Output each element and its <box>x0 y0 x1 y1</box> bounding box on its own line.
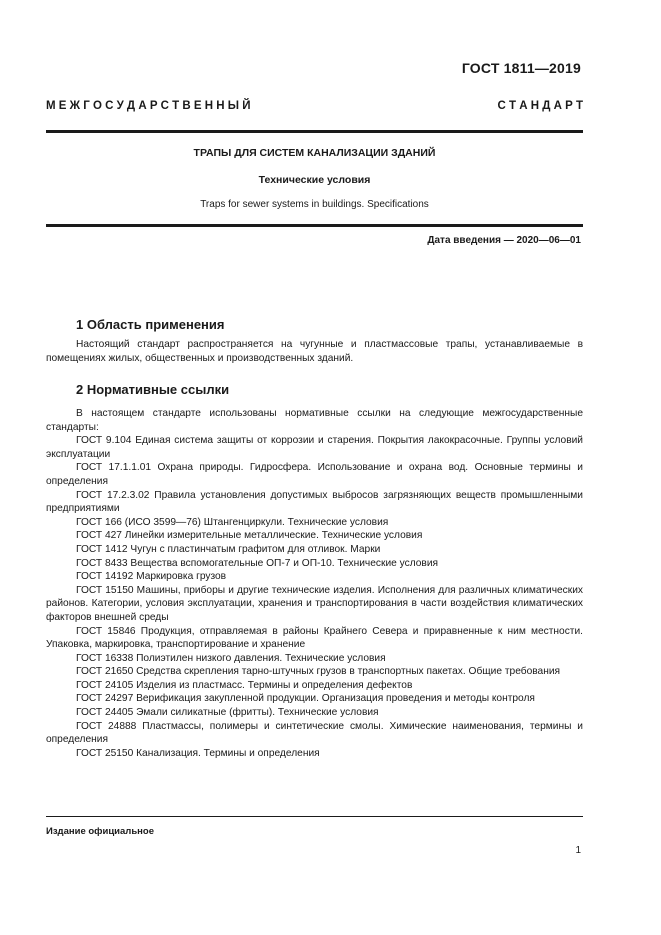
standard-type-word-1: М Е Ж Г О С У Д А Р С Т В Е Н Н Ы Й <box>46 100 251 112</box>
section-1-paragraph: Настоящий стандарт распространяется на чугунные и пластмассовые трапы, устанавливаемые в помещениях жилых, общественных и производственных зданий. <box>46 339 583 364</box>
reference-item: ГОСТ 8433 Вещества вспомогательные ОП-7 и ОП-10. Технические условия <box>76 557 439 569</box>
reference-item: ГОСТ 15846 Продукция, отправляемая в районы Крайнего Севера и приравненные к ним местности. Упаковка, маркировка, транспортирование и хранение <box>46 625 583 651</box>
reference-item: ГОСТ 9.104 Единая система защиты от коррозии и старения. Покрытия лакокрасочные. Группы условий эксплуатации <box>46 435 583 460</box>
page-number: 1 <box>575 845 581 856</box>
title-divider <box>46 224 583 227</box>
section-1-heading: 1 Область применения <box>76 317 225 332</box>
reference-item: ГОСТ 17.1.1.01 Охрана природы. Гидросфера. Использование и охрана вод. Основные термины и определения <box>46 462 583 487</box>
reference-item: ГОСТ 24105 Изделия из пластмасс. Термины и определения дефектов <box>76 679 413 691</box>
reference-item: ГОСТ 1412 Чугун с пластинчатым графитом для отливок. Марки <box>76 543 381 555</box>
document-subtitle: Технические условия <box>258 174 371 186</box>
reference-item: ГОСТ 25150 Канализация. Термины и определения <box>76 747 320 759</box>
introduction-date: Дата введения — 2020—06—01 <box>427 235 581 246</box>
edition-label: Издание официальное <box>46 826 154 837</box>
footer-divider <box>46 816 583 817</box>
standard-type-word-2: С Т А Н Д А Р Т <box>497 100 583 112</box>
document-title: ТРАПЫ ДЛЯ СИСТЕМ КАНАЛИЗАЦИИ ЗДАНИЙ <box>193 147 436 159</box>
reference-item: ГОСТ 21650 Средства скрепления тарно-штучных грузов в транспортных пакетах. Общие требования <box>76 666 561 678</box>
reference-item: ГОСТ 24888 Пластмассы, полимеры и синтетические смолы. Химические наименования, термины и определения <box>46 720 583 746</box>
reference-item: ГОСТ 24297 Верификация закупленной продукции. Организация проведения и методы контроля <box>76 693 535 705</box>
document-number: ГОСТ 1811—2019 <box>461 60 581 76</box>
normative-references-list <box>46 407 583 760</box>
reference-item: ГОСТ 14192 Маркировка грузов <box>76 571 227 583</box>
standard-type-banner <box>46 100 583 112</box>
reference-item: ГОСТ 15150 Машины, приборы и другие технические изделия. Исполнения для различных климатических районов. Категории, условия эксплуатации, хранения и транспортирования в части воздействия климатических факторов внешней среды <box>46 584 583 623</box>
reference-item: ГОСТ 166 (ИСО 3599—76) Штангенциркули. Технические условия <box>76 516 389 528</box>
document-title-english: Traps for sewer systems in buildings. Specifications <box>200 199 429 210</box>
section-2-heading: 2 Нормативные ссылки <box>76 382 230 397</box>
header-divider <box>46 130 583 133</box>
reference-item: ГОСТ 24405 Эмали силикатные (фритты). Технические условия <box>76 707 379 719</box>
reference-item: ГОСТ 17.2.3.02 Правила установления допустимых выбросов загрязняющих веществ промышленными предприятиями <box>46 489 583 515</box>
reference-item: ГОСТ 16338 Полиэтилен низкого давления. Технические условия <box>76 652 386 664</box>
reference-item: ГОСТ 427 Линейки измерительные металлические. Технические условия <box>76 530 423 542</box>
references-intro: В настоящем стандарте использованы нормативные ссылки на следующие межгосударственные стандарты: <box>46 408 583 433</box>
